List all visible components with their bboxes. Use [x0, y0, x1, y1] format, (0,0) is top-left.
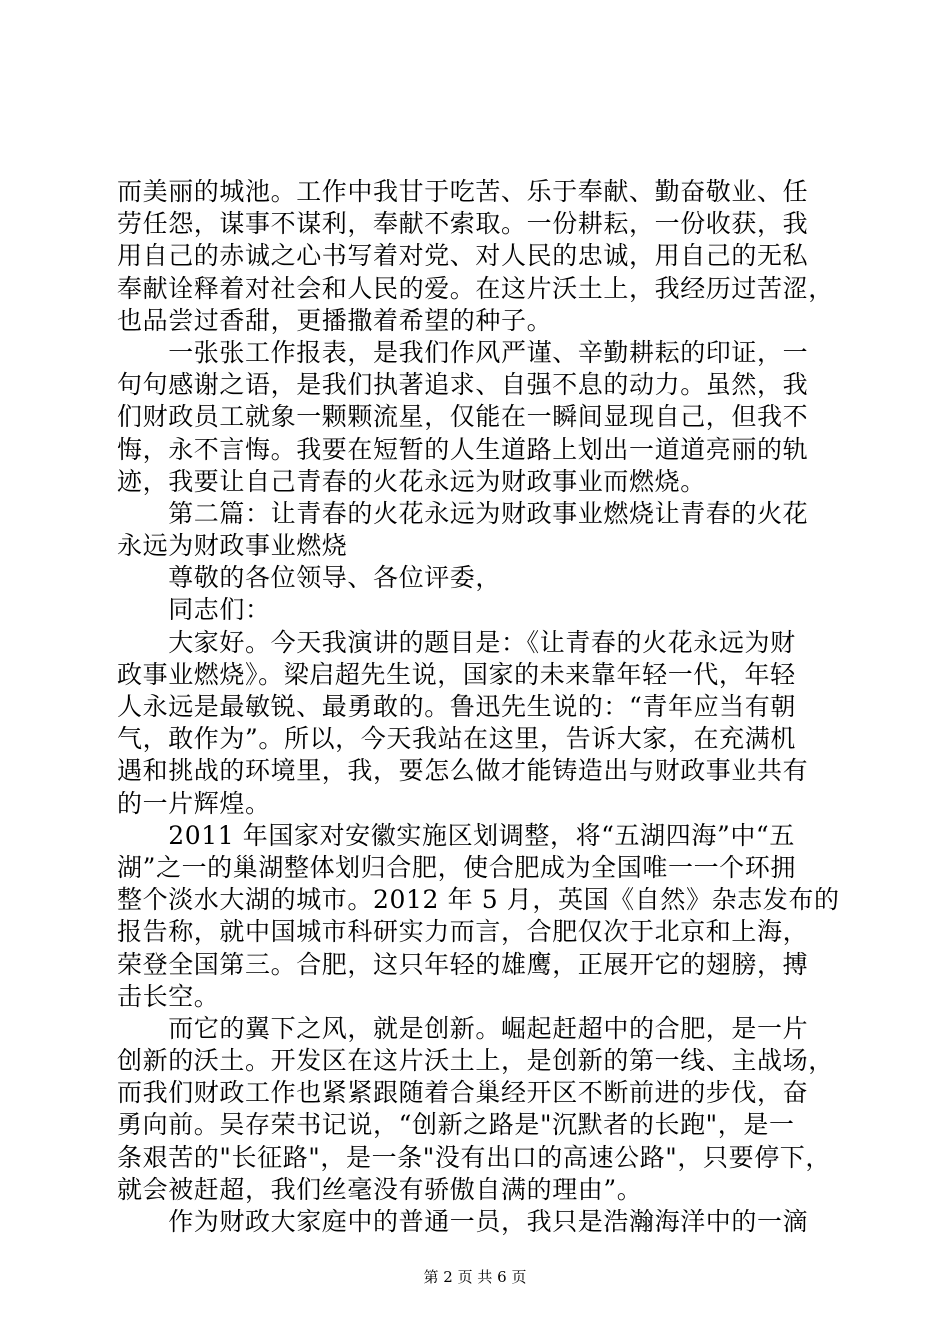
text-line: 大家好。今天我演讲的题目是：《让青春的火花永远为财 — [117, 627, 796, 657]
text-line: 句句感谢之语，是我们执著追求、自强不息的动力。虽然，我 — [117, 370, 809, 400]
text-line: 迹，我要让自己青春的火花永远为财政事业而燃烧。 — [117, 466, 706, 496]
text-line: 奉献诠释着对社会和人民的爱。在这片沃土上，我经历过苦涩， — [117, 273, 834, 303]
page-number-footer: 第 2 页 共 6 页 — [423, 1268, 527, 1286]
section-heading-line: 永远为财政事业燃烧 — [117, 531, 348, 561]
text-line: 作为财政大家庭中的普通一员，我只是浩瀚海洋中的一滴 — [117, 1207, 809, 1236]
text-line: 一张张工作报表，是我们作风严谨、辛勤耕耘的印证，一 — [117, 337, 809, 367]
text-line: 用自己的赤诚之心书写着对党、对人民的忠诚，用自己的无私 — [117, 241, 809, 271]
text-line: 就会被赶超，我们丝毫没有骄傲自满的理由”。 — [117, 1174, 643, 1204]
text-line: 湖”之一的巢湖整体划归合肥，使合肥成为全国唯一一个环拥 — [117, 852, 796, 882]
document-body — [117, 176, 840, 1238]
text-line: 勇向前。吴存荣书记说，“创新之路是"沉默者的长跑"，是一 — [117, 1110, 795, 1140]
text-line: 创新的沃土。开发区在这片沃土上，是创新的第一线、主战场， — [117, 1046, 834, 1076]
text-line: 2011 年国家对安徽实施区划调整，将“五湖四海”中“五 — [117, 820, 795, 850]
text-line: 而它的翼下之风，就是创新。崛起赶超中的合肥，是一片 — [117, 1013, 809, 1043]
text-line: 报告称，就中国城市科研实力而言，合肥仅次于北京和上海， — [117, 917, 809, 947]
text-line: 整个淡水大湖的城市。2012 年 5 月，英国《自然》杂志发布的 — [117, 885, 840, 915]
text-line: 们财政员工就象一颗颗流星，仅能在一瞬间显现自己，但我不 — [117, 402, 809, 432]
text-line: 悔，永不言悔。我要在短暂的人生道路上划出一道道亮丽的轨 — [117, 434, 809, 464]
text-line: 遇和挑战的环境里，我，要怎么做才能铸造出与财政事业共有 — [117, 756, 809, 786]
text-line: 条艰苦的"长征路"，是一条"没有出口的高速公路"，只要停下， — [117, 1142, 831, 1172]
salutation-line: 尊敬的各位领导、各位评委， — [117, 563, 502, 593]
text-line: 劳任怨，谋事不谋利，奉献不索取。一份耕耘，一份收获，我 — [117, 209, 809, 239]
text-line: 政事业燃烧》。梁启超先生说，国家的未来靠年轻一代，年轻 — [117, 659, 796, 689]
text-line: 气，敢作为”。所以，今天我站在这里，告诉大家，在充满机 — [117, 724, 796, 754]
salutation-line: 同志们： — [117, 595, 271, 625]
text-line: 人永远是最敏锐、最勇敢的。鲁迅先生说的：“青年应当有朝 — [117, 692, 796, 721]
text-line: 而我们财政工作也紧紧跟随着合巢经开区不断前进的步伐，奋 — [117, 1078, 809, 1108]
text-line: 击长空。 — [117, 981, 220, 1011]
text-line: 而美丽的城池。工作中我甘于吃苦、乐于奉献、勤奋敬业、任 — [117, 177, 809, 206]
section-heading-line: 第二篇：让青春的火花永远为财政事业燃烧让青春的火花 — [117, 498, 809, 528]
text-line: 的一片辉煌。 — [117, 788, 271, 818]
text-line: 也品尝过香甜，更播撒着希望的种子。 — [117, 305, 553, 335]
text-line: 荣登全国第三。合肥，这只年轻的雄鹰，正展开它的翅膀，搏 — [117, 949, 809, 979]
